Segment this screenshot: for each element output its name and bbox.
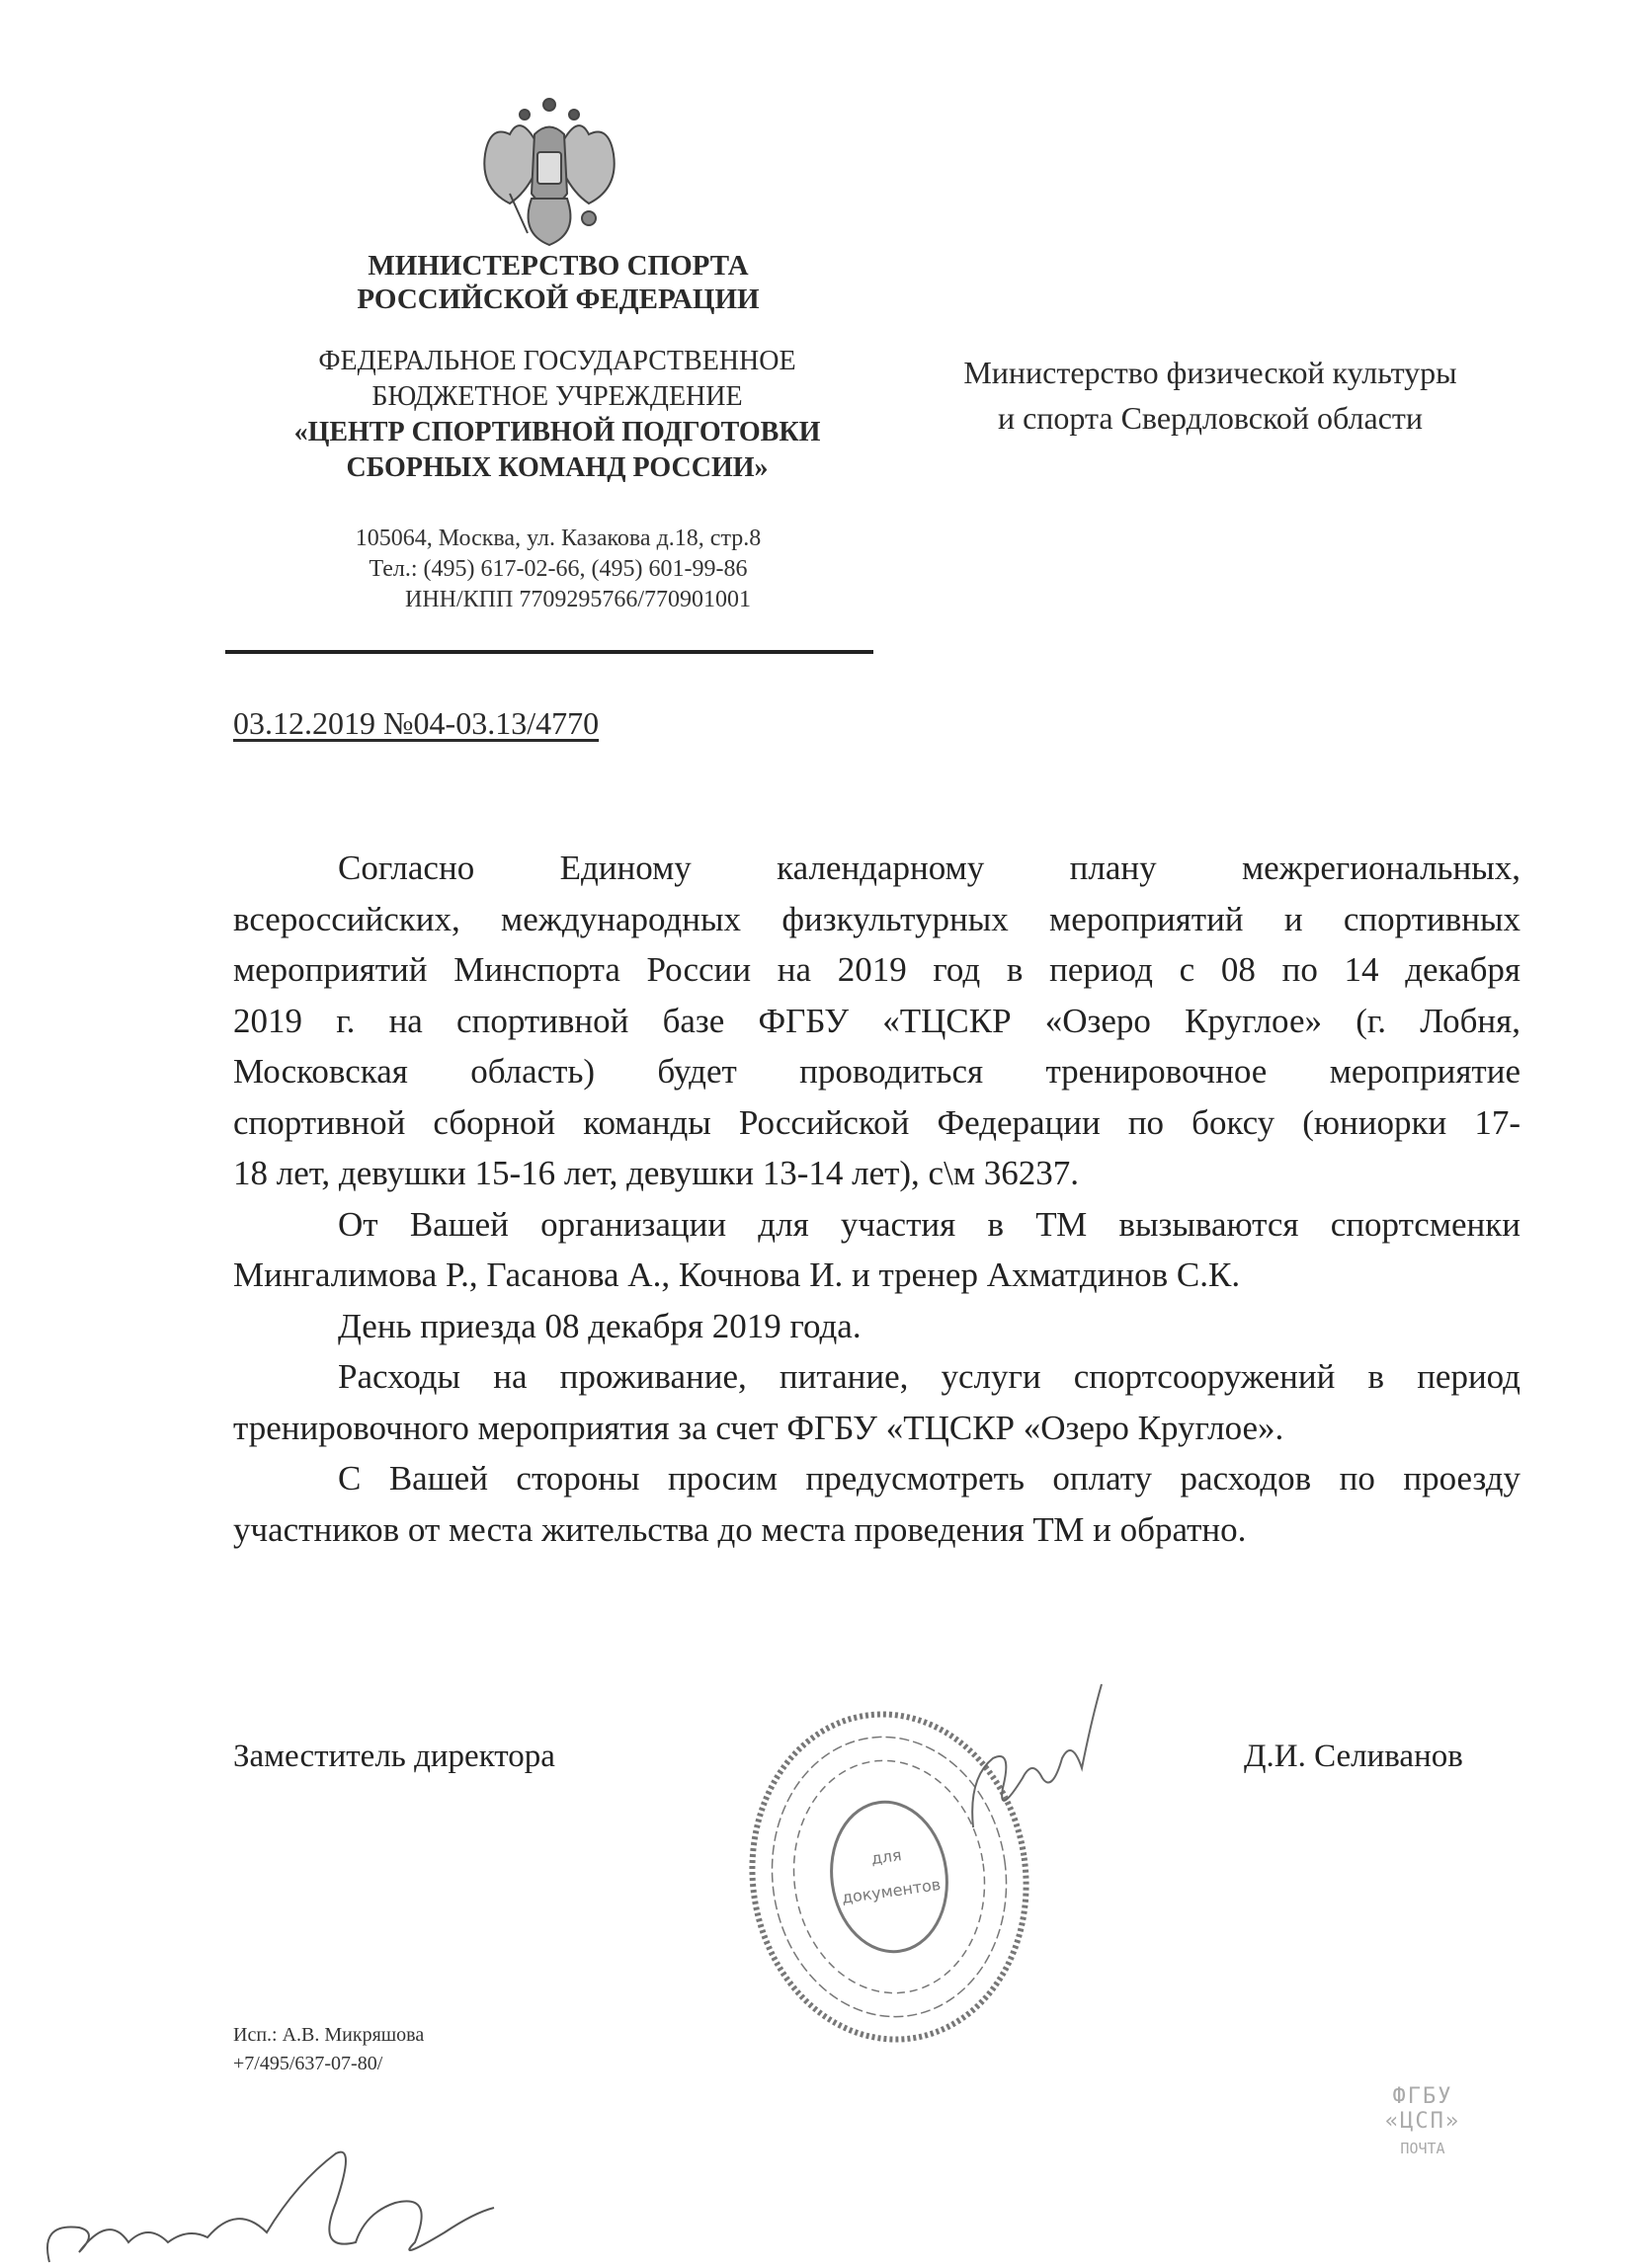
organization-contacts	[296, 524, 820, 615]
addressee-line: Министерство физической культуры	[963, 355, 1457, 390]
executor-phone: +7/495/637-07-80/	[233, 2053, 383, 2074]
document-number: 03.12.2019 №04-03.13/4770	[233, 705, 600, 741]
body-line: мероприятий Минспорта России на 2019 год в период с 08 по 14 декабря	[233, 950, 1521, 989]
inn-kpp: ИНН/КПП 7709295766/770901001	[404, 587, 751, 612]
director-signature	[963, 1679, 1111, 1837]
mail-stamp	[1354, 2084, 1492, 2157]
address: 105064, Москва, ул. Казакова д.18, стр.8	[355, 526, 762, 551]
body-line: 18 лет, девушки 15-16 лет, девушки 13-14 лет), с\м 36237.	[233, 1154, 1079, 1192]
addressee	[889, 350, 1531, 441]
body-line: От Вашей организации для участия в ТМ вызываются спортсменки	[338, 1204, 1521, 1244]
body-line: тренировочного мероприятия за счет ФГБУ «ТЦСКР «Озеро Круглое».	[233, 1408, 1284, 1447]
letter-body	[233, 843, 1521, 1555]
body-line: День приезда 08 декабря 2019 года.	[338, 1306, 862, 1345]
body-line: Мингалимова Р., Гасанова А., Кочнова И. и тренер Ахматдинов С.К.	[233, 1256, 1241, 1294]
executor-info	[233, 2021, 424, 2078]
ministry-title	[296, 249, 820, 316]
body-line: участников от места жительства до места проведения ТМ и обратно.	[233, 1509, 1247, 1549]
body-line: всероссийских, международных физкультурных мероприятий и спортивных	[233, 899, 1521, 938]
organization-name	[225, 344, 889, 486]
signatory-position: Заместитель директора	[233, 1739, 555, 1774]
body-line: Расходы на проживание, питание, услуги спортсооружений в период	[338, 1357, 1521, 1396]
header-divider	[225, 650, 873, 654]
addressee-line: и спорта Свердловской области	[997, 400, 1424, 436]
seal-inner-text: документов	[840, 1874, 943, 1907]
mail-stamp-label: ПОЧТА	[1400, 2140, 1445, 2157]
org-line: СБОРНЫХ КОМАНД РОССИИ»	[346, 452, 769, 483]
org-line: «ЦЕНТР СПОРТИВНОЙ ПОДГОТОВКИ	[293, 417, 821, 447]
body-line: спортивной сборной команды Российской Федерации по боксу (юниорки 17-	[233, 1102, 1521, 1142]
body-line: Московская область) будет проводиться тренировочное мероприятие	[233, 1052, 1521, 1091]
seal-inner-text: для	[869, 1845, 903, 1869]
body-line: Согласно Единому календарному плану межрегиональных,	[338, 849, 1521, 887]
ministry-line: РОССИЙСКОЙ ФЕДЕРАЦИИ	[357, 284, 760, 315]
org-line: БЮДЖЕТНОЕ УЧРЕЖДЕНИЕ	[371, 381, 743, 412]
executor-name: Исп.: А.В. Микряшова	[233, 2024, 425, 2046]
org-line: ФЕДЕРАЛЬНОЕ ГОСУДАРСТВЕННОЕ	[318, 346, 796, 376]
body-line: С Вашей стороны просим предусмотреть оплату расходов по проезду	[338, 1459, 1521, 1498]
mail-stamp-org: ФГБУ «ЦСП»	[1384, 2084, 1461, 2134]
phone: Тел.: (495) 617-02-66, (495) 601-99-86	[369, 556, 748, 582]
russian-coat-of-arms-icon	[480, 95, 618, 249]
handwritten-signature	[40, 2144, 504, 2268]
signatory-name: Д.И. Селиванов	[1244, 1739, 1463, 1774]
ministry-line: МИНИСТЕРСТВО СПОРТА	[368, 250, 749, 282]
body-line: 2019 г. на спортивной базе ФГБУ «ТЦСКР «Озеро Круглое» (г. Лобня,	[233, 1001, 1521, 1040]
